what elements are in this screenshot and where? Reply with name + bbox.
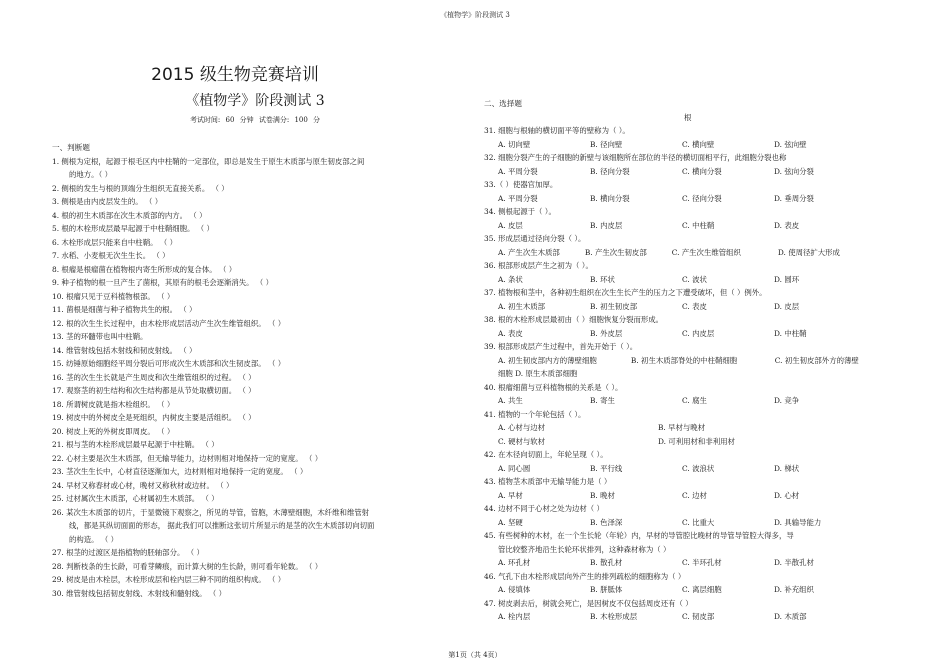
choice-option: C. 表皮 <box>682 301 707 311</box>
judgement-item <box>52 587 422 601</box>
judgement-text: 28. 判断枝条的生长龄，可看芽鳞痕，而计算大树的生长龄，则可看年轮数。 （ ） <box>52 561 323 571</box>
choice-option: C. 横向分裂 <box>682 166 722 176</box>
choice-item <box>484 340 884 381</box>
judgement-text: 16. 茎的次生生长就是产生周皮和次生维管组织的过程。 （ ） <box>52 372 256 382</box>
choice-option: A. 产生次生木质部 <box>498 247 560 257</box>
choice-question: 42. 在木径向切面上，年轮呈现（ ）。 <box>484 450 608 459</box>
judgement-text: 1. 侧根为定根，起源于根毛区内中柱鞘的一定部位，即总是发生于原生木质部与原生韧皮部之间 <box>52 156 365 166</box>
judgement-item <box>52 303 422 317</box>
choice-option: A. 平周分裂 <box>498 193 538 203</box>
choice-question: 47. 树皮剥去后，树就会死亡，是因树皮不仅包括周皮还有（ ） <box>484 598 693 608</box>
judgement-text: 5. 根的木栓形成层最早起源于中柱鞘细胞。 （ ） <box>52 224 214 233</box>
judgement-text: 27. 根茎的过渡区是指植物的胚轴部分。 （ ） <box>52 548 204 557</box>
judgement-item <box>52 290 422 304</box>
choice-option: D. 垂周分裂 <box>774 193 814 203</box>
judgement-text: 26. 某次生木质部的切片，于显微镜下观察之，所见的导管，管胞，木薄壁细胞，木纤维和维管射 <box>52 507 370 517</box>
choice-options <box>484 138 884 152</box>
judgement-item <box>52 263 422 277</box>
judgement-item <box>52 452 422 466</box>
choice-options <box>484 219 884 233</box>
exam-info: 考试时间: 60 分钟 试卷满分: 100 分 <box>189 116 321 124</box>
choice-item <box>484 178 884 205</box>
judgement-text: 23. 茎次生生长中，心材直径逐渐加大，边材则相对地保持一定的宽度。 （ ） <box>52 467 308 476</box>
choice-option: A. 表皮 <box>498 328 523 338</box>
choice-option: D. 补充组织 <box>774 585 814 594</box>
judgement-item <box>52 182 422 196</box>
judgement-text: 25. 过材属次生木质部，心材属初生木质部。 （ ） <box>52 494 219 503</box>
choice-option: C. 波状 <box>682 274 707 284</box>
choice-item <box>484 232 884 259</box>
choice-option: A. 早材 <box>498 490 523 500</box>
judgement-section <box>52 141 422 600</box>
judgement-item <box>52 465 422 479</box>
judgement-item <box>52 249 422 263</box>
choice-options <box>484 327 884 341</box>
judgement-item <box>52 276 422 290</box>
choice-option: D. 使周径扩大形成 <box>777 247 840 257</box>
choice-option: B. 早材与晚材 <box>658 423 706 432</box>
judgement-text: 4. 根的初生木质部在次生木质部的内方。 （ ） <box>52 210 207 220</box>
choice-options <box>484 489 884 503</box>
choice-option: A. 共生 <box>498 396 523 405</box>
choice-option: B. 色泽深 <box>590 517 623 527</box>
judgement-item <box>52 344 422 358</box>
judgement-text: 2. 侧根的发生与根的顶端分生组织无直接关系。 （ ） <box>52 183 229 193</box>
choice-options <box>484 300 884 314</box>
choice-option: D. 皮层 <box>774 301 800 311</box>
judgement-text: 7. 水稻、小麦根无次生生长。 （ ） <box>52 251 170 260</box>
judgement-text: 6. 木栓形成层只能来自中柱鞘。 （ ） <box>52 237 177 247</box>
section-heading-choice: 二、选择题 <box>484 99 522 108</box>
choice-options <box>484 435 884 449</box>
choice-option: B. 木栓形成层 <box>590 612 638 621</box>
choice-item <box>484 502 884 529</box>
choice-option: D. 具输导能力 <box>774 517 822 527</box>
choice-option: A. 平周分裂 <box>498 166 538 176</box>
judgement-text: 24. 早材又称春材或心材，晚材又称秋材或边材。 （ ） <box>52 480 234 490</box>
choice-option: D. 竞争 <box>774 396 800 405</box>
judgement-text-cont: 线，都是其纵切面面的形态， 据此我们可以推断这张切片所显示的是茎的次生木质部切向切面 <box>69 521 375 530</box>
document-title: 2015 级生物竞赛培训 <box>151 65 319 85</box>
choice-section <box>484 97 884 624</box>
judgement-list <box>52 155 422 601</box>
judgement-item <box>52 573 422 587</box>
choice-option: C. 韧皮部 <box>682 612 715 621</box>
choice-options <box>484 165 884 179</box>
choice-option: A. 初生木质部 <box>498 301 545 311</box>
choice-option: B. 环状 <box>590 274 615 284</box>
choice-question: 46. 气孔下由木栓形成层向外产生的排列疏松的细胞称为（ ） <box>484 571 686 581</box>
judgement-item <box>52 357 422 371</box>
choice-option: D. 梯状 <box>774 463 800 473</box>
choice-item <box>484 408 884 449</box>
judgement-item <box>52 438 422 452</box>
choice-option: D. 半散孔材 <box>774 558 814 567</box>
choice-option: B. 径向分裂 <box>590 166 630 176</box>
running-header: 《植物学》阶段测试 3 <box>440 11 510 19</box>
choice-item <box>484 124 884 151</box>
judgement-text: 19. 树皮中的外树皮全是死组织，内树皮主要是活组织。 （ ） <box>52 413 256 422</box>
choice-option: A. 坚硬 <box>498 517 523 527</box>
choice-option: B. 产生次生韧皮部 <box>584 247 647 257</box>
judgement-item <box>52 492 422 506</box>
choice-question: 37. 植物根和茎中，各种初生组织在次生生长产生的压力之下遭受破坏，但（ ）例外。 <box>484 288 767 297</box>
choice-question-cont: 管比较整齐地沿生长轮环状排列，这种森材称为（ ） <box>498 544 671 554</box>
choice-option: D. 圆环 <box>774 274 800 284</box>
judgement-text: 9. 种子植物的根一旦产生了菌根，其原有的根毛会逐渐消失。 （ ） <box>52 278 274 287</box>
choice-question: 43. 植物茎木质部中无输导能力是（ ） <box>484 477 612 486</box>
choice-option: B. 平行线 <box>590 463 623 473</box>
choice-option: B. 外皮层 <box>590 328 623 338</box>
choice-option: D. 弦向分裂 <box>774 166 814 176</box>
judgement-item <box>52 384 422 398</box>
choice-question: 38. 根的木栓形成层最初由（ ）细胞恢复分裂而形成。 <box>484 315 664 324</box>
choice-options <box>484 610 884 624</box>
choice-option: C. 径向分裂 <box>682 193 722 203</box>
choice-option: C. 波浪状 <box>682 463 715 473</box>
choice-options <box>484 583 884 597</box>
judgement-text: 14. 维管射线包括木射线和韧皮射线。 （ ） <box>52 345 197 355</box>
judgement-text: 29. 树皮是由木栓层，木栓形成层和栓内层三种不同的组织构成。 （ ） <box>52 575 286 584</box>
choice-question: 31. 细胞与根轴的横切面平等的壁称为（ ）。 <box>484 126 630 135</box>
choice-list <box>484 124 884 624</box>
choice-option: B. 晚材 <box>590 490 615 500</box>
choice-option: A. 侵填体 <box>498 585 531 594</box>
choice-option: B. 散孔材 <box>590 558 623 567</box>
choice-option: D. 中柱鞘 <box>774 328 807 338</box>
judgement-text-cont: 的构造。 （ ） <box>69 534 119 544</box>
choice-item <box>484 205 884 232</box>
choice-question: 35. 形成层通过径向分裂（ ）。 <box>484 234 586 243</box>
page-footer: 第1页（共 4页） <box>448 651 502 659</box>
choice-options <box>484 394 884 408</box>
judgement-text-cont: 的地方。（ ） <box>69 170 112 179</box>
choice-option: B. 初生木质部脊处的中柱鞘细胞 <box>630 355 738 365</box>
choice-option: C. 初生韧皮部外方的薄壁 <box>774 355 859 365</box>
choice-option: A. 栓内层 <box>498 612 531 621</box>
judgement-item <box>52 209 422 223</box>
choice-option: C. 横向壁 <box>682 139 715 149</box>
choice-option: A. 条状 <box>498 274 523 284</box>
judgement-text: 11. 菌根是细菌与种子植物共生的根。 （ ） <box>52 305 197 314</box>
choice-option: D. 木质部 <box>774 612 807 621</box>
document-subtitle: 《植物学》阶段测试 3 <box>185 93 325 109</box>
choice-option: D. 弦向壁 <box>774 139 807 149</box>
choice-options <box>484 462 884 476</box>
choice-question: 45. 有些树种的木材，在一个生长轮（年轮）内，早材的导管腔比晚材的导管导管腔大得多，导 <box>484 531 794 540</box>
judgement-item <box>52 425 422 439</box>
judgement-item <box>52 411 422 425</box>
judgement-item <box>52 317 422 331</box>
choice-item <box>484 313 884 340</box>
judgement-item <box>52 506 422 547</box>
judgement-text: 3. 侧根是由内皮层发生的。 （ ） <box>52 197 163 206</box>
judgement-item <box>52 236 422 250</box>
judgement-text: 12. 根的次生生长过程中，由木栓形成层活动产生次生维管组织。 （ ） <box>52 318 286 328</box>
choice-option: C. 腐生 <box>682 396 707 405</box>
judgement-text: 10. 根瘤只见于豆科植物根部。 （ ） <box>52 291 175 301</box>
choice-item <box>484 597 884 624</box>
judgement-text: 15. 纺锤原始细胞经平周分裂后可形成次生木质部和次生韧皮部。 （ ） <box>52 359 286 368</box>
choice-option: A. 环孔材 <box>498 558 531 567</box>
section-heading-judgement: 一、判断题 <box>52 143 90 152</box>
judgement-text: 20. 树皮上死的外树皮即周皮。 （ ） <box>52 426 175 436</box>
judgement-item <box>52 371 422 385</box>
choice-item <box>484 448 884 475</box>
choice-option: C. 硬材与软材 <box>498 436 546 446</box>
choice-option: A. 皮层 <box>498 220 523 230</box>
choice-options <box>484 273 884 287</box>
judgement-text: 13. 茎的环髓带也叫中柱鞘。 <box>52 332 148 341</box>
choice-options <box>484 516 884 530</box>
choice-question: 41. 植物的一个年轮包括（ ）。 <box>484 409 586 419</box>
choice-option: B. 胼胝体 <box>590 585 623 594</box>
choice-option: C. 离层细胞 <box>682 585 722 594</box>
choice-question: 40. 根瘤细菌与豆科植物根的关系是（ ）。 <box>484 382 623 392</box>
choice-option: A. 心材与边材 <box>498 423 545 432</box>
judgement-item <box>52 479 422 493</box>
choice-option: C. 比重大 <box>682 517 715 527</box>
judgement-text: 18. 所谓树皮就是指木栓组织。 （ ） <box>52 399 175 409</box>
section-marker: 根 <box>684 112 692 122</box>
judgement-item <box>52 546 422 560</box>
choice-question: 32. 细胞分裂产生的子细胞的新壁与该细胞所在部位的半径的横切面相平行，此细胞分裂也称 <box>484 153 787 162</box>
choice-option: A. 切向壁 <box>498 139 531 149</box>
choice-item <box>484 475 884 502</box>
choice-item <box>484 259 884 286</box>
choice-options <box>484 421 884 435</box>
choice-question: 39. 根部形成层产生过程中，首先开始于（ ）。 <box>484 342 638 351</box>
choice-option: A. 同心圆 <box>498 463 531 473</box>
choice-question: 36. 根部形成层产生之初为（ ）。 <box>484 261 593 270</box>
choice-option: D. 表皮 <box>774 220 800 230</box>
choice-item <box>484 286 884 313</box>
choice-options-cont: 细胞 D. 原生木质部细胞 <box>498 369 578 378</box>
judgement-item <box>52 155 422 182</box>
choice-options <box>484 192 884 206</box>
choice-option: C. 产生次生维管组织 <box>671 247 741 257</box>
judgement-item <box>52 195 422 209</box>
judgement-text: 21. 根与茎的木栓形成层最早起源于中柱鞘。 （ ） <box>52 440 219 449</box>
choice-option: C. 中柱鞘 <box>682 220 715 230</box>
judgement-text: 30. 维管射线包括韧皮射线、木射线和髓射线。 （ ） <box>52 588 227 598</box>
choice-options <box>484 556 884 570</box>
judgement-text: 17. 观察茎的初生结构和次生结构都是从节处取横切面。 （ ） <box>52 386 256 395</box>
choice-option: B. 寄生 <box>590 396 615 405</box>
choice-option: D. 心材 <box>774 490 800 500</box>
choice-item <box>484 570 884 597</box>
judgement-item <box>52 398 422 412</box>
choice-option: C. 半环孔材 <box>682 558 722 567</box>
choice-option: D. 可利用材和非利用材 <box>658 436 735 446</box>
choice-options <box>484 354 884 368</box>
choice-item <box>484 381 884 408</box>
choice-option: B. 初生韧皮部 <box>590 301 638 311</box>
choice-option: B. 内皮层 <box>590 220 623 230</box>
judgement-text: 22. 心材主要是次生木质部，但无输导能力，边材则相对地保持一定的宽度。 （ ） <box>52 453 323 463</box>
choice-question: 44. 边材不同于心材之处为边材（ ） <box>484 504 604 513</box>
judgement-text: 8. 根瘤是根瘤菌在植物根内寄生所形成的复合体。 （ ） <box>52 264 237 274</box>
choice-option: B. 横向分裂 <box>590 193 630 203</box>
choice-option: A. 初生韧皮部内方的薄壁细胞 <box>498 355 597 365</box>
choice-item <box>484 529 884 570</box>
choice-question: 34. 侧根起源于（ ）。 <box>484 207 556 216</box>
choice-question: 33.（ ）使器官加厚。 <box>484 180 558 189</box>
choice-item <box>484 151 884 178</box>
choice-option: C. 边材 <box>682 490 707 500</box>
judgement-item <box>52 330 422 344</box>
judgement-item <box>52 560 422 574</box>
choice-option: B. 径向壁 <box>590 139 623 149</box>
choice-option: C. 内皮层 <box>682 328 715 338</box>
judgement-item <box>52 222 422 236</box>
choice-options <box>484 246 884 260</box>
